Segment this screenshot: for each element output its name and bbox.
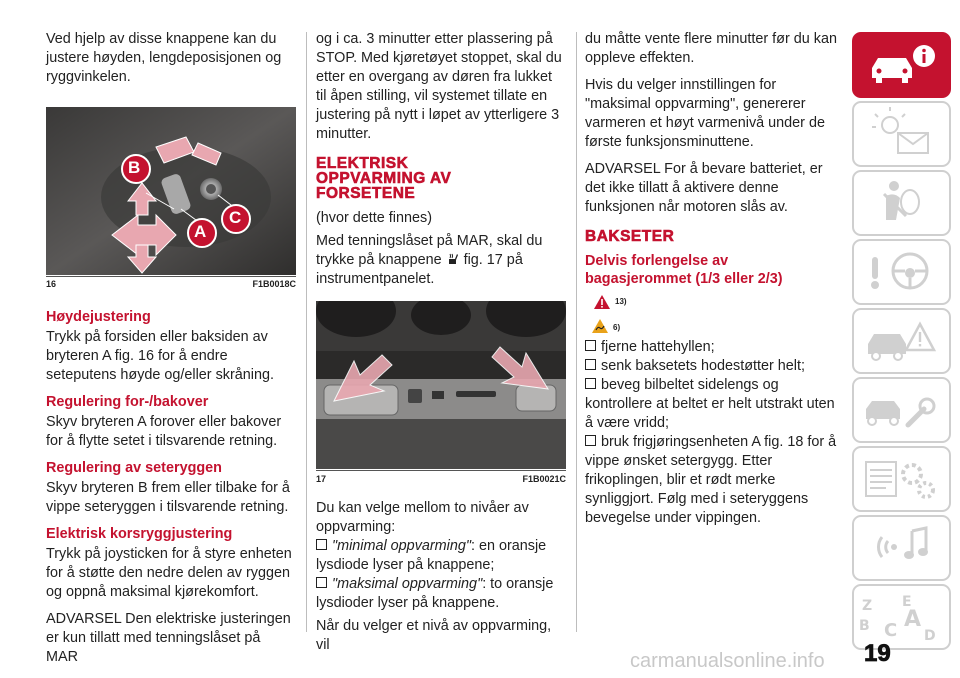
text-hvis-maksimal: Hvis du velger innstillingen for "maksimal oppvarming", genererer varmeren et høyt varmenivå under de første funksjonsminuttene.	[585, 77, 825, 150]
fig17-number: 17	[316, 474, 327, 484]
checkbox-bullet-icon	[316, 577, 327, 588]
fig17-code: F1B0021C	[522, 474, 566, 484]
text-tenningslas-a: Med tenningslåset på MAR, skal du trykke på knappene	[316, 233, 543, 268]
list-item	[585, 357, 840, 376]
checkbox-bullet-icon	[585, 378, 596, 389]
svg-text:Z: Z	[862, 598, 873, 614]
column-divider-1	[306, 32, 307, 632]
text-advarsel-justering: ADVARSEL Den elektriske justeringen er kun tillatt med tenningslåset på MAR	[46, 611, 291, 665]
text-korsryggjustering: Trykk på joysticken for å styre enheten for å støtte den nedre delen av ryggen og oppnå maksimal kjørekomfort.	[46, 546, 292, 600]
heading-regulering-seteryggen: Regulering av seteryggen	[46, 460, 222, 476]
checkbox-bullet-icon	[585, 435, 596, 446]
fig16-code: F1B0018C	[252, 279, 296, 289]
tab-driving[interactable]	[852, 239, 951, 305]
heading-korsryggjustering: Elektrisk korsryggjustering	[46, 526, 233, 542]
tab-dashboard[interactable]	[852, 32, 951, 98]
warning-light-icon	[854, 103, 949, 165]
text-tenningslas	[316, 232, 566, 289]
text-continued: og i ca. 3 minutter etter plassering på STOP. Med kjøretøyet stoppet, skal du etter en overgang av døren fra lukket til åpen stilling, vil systemet tillate en justering på nytt i løpet av ytterligere 3 minutter.	[316, 31, 562, 142]
text-regulering-for-bakover: Skyv bryteren A forover eller bakover for å flytte setet i tilsvarende retning.	[46, 414, 282, 449]
music-signal-icon	[854, 517, 949, 579]
seat-controls-illustration	[46, 107, 296, 275]
text-tenningslas-b: fig. 17 på instrumentpanelet.	[316, 252, 523, 287]
checkbox-bullet-icon	[585, 359, 596, 370]
text-advarsel-batteri: ADVARSEL For å bevare batteriet, er det ikke tillatt å aktivere denne funksjonen når motoren slås av.	[585, 161, 823, 215]
tab-technical-data[interactable]	[852, 446, 951, 512]
heading-hoydejustering: Høydejustering	[46, 309, 151, 325]
warning-triangle-icon	[593, 294, 611, 315]
column-2	[316, 30, 566, 663]
column-divider-2	[576, 32, 577, 632]
svg-text:D: D	[924, 628, 936, 644]
tab-multimedia[interactable]	[852, 515, 951, 581]
airbag-seatbelt-icon	[854, 172, 949, 234]
label-c: C	[229, 208, 242, 227]
heading-regulering-for-bakover: Regulering for-/bakover	[46, 394, 209, 410]
bullet-maksimal-label: "maksimal oppvarming"	[332, 576, 483, 592]
bullet-maksimal-text: : to oransje lysdioder lyser på knappene.	[316, 576, 554, 611]
svg-text:B: B	[859, 618, 870, 634]
warning-ref-13: 13)	[615, 297, 627, 306]
watermark: carmanualsonline.info	[630, 650, 825, 672]
bullet-minimal-label: "minimal oppvarming"	[332, 538, 471, 554]
dashboard-buttons-illustration	[316, 301, 566, 469]
list-item	[316, 575, 566, 613]
bullet-minimal-text: : en oransje lysdiode lyser på knappene;	[316, 538, 547, 573]
text-hoydejustering: Trykk på forsiden eller baksiden av bryteren A fig. 16 for å endre seteputens høyde og/eller skråning.	[46, 329, 274, 383]
dashboard-buttons-image	[316, 301, 566, 469]
column-1	[46, 30, 296, 675]
label-b: B	[128, 158, 141, 177]
label-a: A	[194, 222, 207, 241]
bullet-text: fjerne hattehyllen;	[601, 339, 715, 355]
text-naar-velger: Når du velger et nivå av oppvarming, vil	[316, 618, 552, 653]
steering-wheel-icon	[854, 241, 949, 303]
list-item	[585, 376, 840, 433]
text-velge-nivaer: Du kan velge mellom to nivåer av oppvarming:	[316, 500, 529, 535]
svg-text:E: E	[902, 594, 912, 610]
bullet-text: senk baksetets hodestøtter helt;	[601, 358, 805, 374]
tab-safety[interactable]	[852, 170, 951, 236]
warning-row-13	[585, 294, 840, 314]
column-3	[585, 30, 840, 528]
car-wrench-icon	[854, 379, 949, 441]
tab-emergency[interactable]	[852, 308, 951, 374]
list-item	[316, 537, 566, 575]
seat-controls-image	[46, 107, 296, 275]
figure-16	[46, 107, 296, 312]
checkbox-bullet-icon	[585, 340, 596, 351]
heading-elektrisk-oppvarming: ELEKTRISK OPPVARMING AV FORSETENE	[316, 155, 452, 202]
heading-delvis-forlengelse: Delvis forlengelse av bagasjerommet (1/3 eller 2/3)	[585, 253, 783, 287]
page-number: 19	[864, 640, 891, 667]
alphabet-index-icon	[854, 586, 949, 648]
car-warning-icon	[854, 310, 949, 372]
list-item	[585, 338, 840, 357]
car-info-icon	[854, 34, 949, 96]
tab-maintenance[interactable]	[852, 377, 951, 443]
caution-triangle-icon	[591, 318, 609, 339]
text-regulering-seteryggen: Skyv bryteren B frem eller tilbake for å vippe seteryggen i tilsvarende retning.	[46, 480, 290, 515]
tab-lights-messages[interactable]	[852, 101, 951, 167]
warning-ref-6: 6)	[613, 323, 621, 332]
text-maatte-vente: du måtte vente flere minutter før du kan oppleve effekten.	[585, 31, 837, 66]
svg-text:C: C	[884, 620, 898, 641]
text-hvor-finnes: (hvor dette finnes)	[316, 210, 432, 226]
bullet-text: beveg bilbeltet sidelengs og kontrollere at beltet er helt utstrakt uten å være vridd;	[585, 377, 835, 431]
checkbox-bullet-icon	[316, 539, 327, 550]
seat-heater-icon	[446, 252, 460, 266]
bullet-text: bruk frigjøringsenheten A fig. 18 for å vippe ønsket setergygg. Etter frikoplingen, blir et rødt merke synliggjort. Følg med i seteryggens bevegelse under vippingen.	[585, 434, 837, 526]
gears-icon	[854, 448, 949, 510]
intro-text: Ved hjelp av disse knappene kan du justere høyden, lengdeposisjonen og ryggvinkelen.	[46, 31, 282, 85]
heading-bakseter: BAKSETER	[585, 228, 675, 245]
list-item	[585, 433, 840, 528]
fig16-number: 16	[46, 279, 57, 289]
warning-row-6	[585, 318, 840, 338]
svg-text:A: A	[904, 607, 922, 632]
figure-17	[316, 301, 566, 499]
